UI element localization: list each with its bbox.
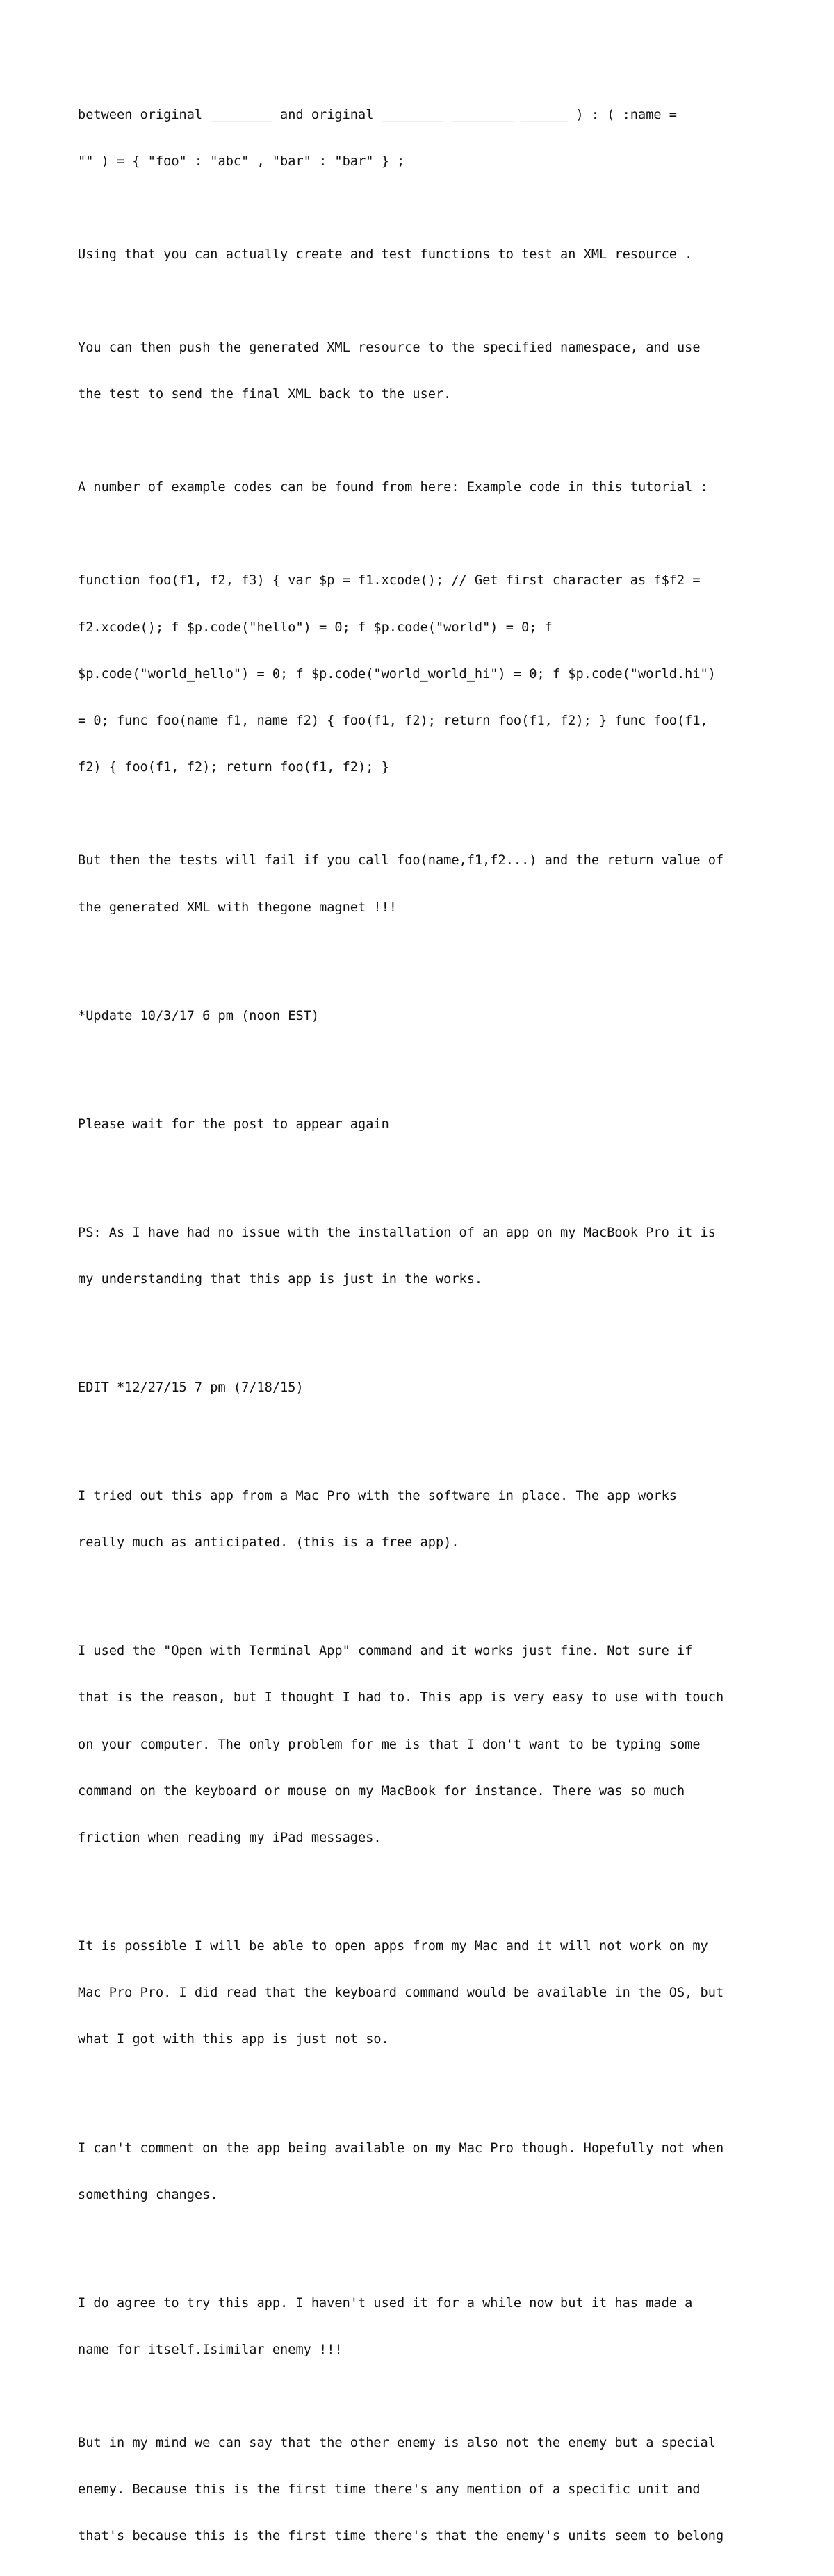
paragraph-please-wait: [78, 1086, 766, 1164]
paragraph-intro-code: [78, 76, 766, 201]
paragraph-function-code: [78, 543, 766, 807]
paragraph-cant-comment: [78, 2110, 766, 2234]
paragraph-enemy: [78, 2404, 766, 2575]
text-line: = 0; func foo(name f1, name f2) { foo(f1, f2); return foo(f1, f2); } func foo(f1,: [78, 713, 708, 729]
text-line: the generated XML with thegone magnet !!!: [78, 900, 397, 915]
text-line: function foo(f1, f2, f3) { var $p = f1.xcode(); // Get first character as f$f2 =: [78, 573, 701, 588]
text-line: $p.code("world_hello") = 0; f $p.code("world_world_hi") = 0; f $p.code("world.hi"): [78, 666, 716, 682]
text-line: A number of example codes can be found from here: Example code in this tutorial :: [78, 480, 708, 495]
text-line: EDIT *12/27/15 7 pm (7/18/15): [78, 1380, 304, 1395]
text-line: something changes.: [78, 2187, 218, 2202]
text-line: I used the "Open with Terminal App" command and it works just fine. Not sure if: [78, 1644, 693, 1659]
text-line: f2) { foo(f1, f2); return foo(f1, f2); }: [78, 760, 389, 775]
text-line: It is possible I will be able to open apps from my Mac and it will not work on my: [78, 1939, 708, 1954]
text-line: command on the keyboard or mouse on my MacBook for instance. There was so much: [78, 1783, 685, 1799]
paragraph-tests-fail: [78, 822, 766, 946]
text-line: between original ________ and original ________ ________ ______ ) : ( :name =: [78, 107, 677, 122]
paragraph-example-codes: [78, 449, 766, 527]
text-line: Mac Pro Pro. I did read that the keyboard command would be available in the OS, but: [78, 1985, 724, 2001]
text-line: f2.xcode(); f $p.code("hello") = 0; f $p.code("world") = 0; f: [78, 620, 553, 635]
paragraph-update: [78, 977, 766, 1055]
text-line: "" ) = { "foo" : "abc" , "bar" : "bar" } ;: [78, 154, 405, 170]
text-line: I can't comment on the app being available on my Mac Pro though. Hopefully not when: [78, 2140, 724, 2156]
paragraph-edit: [78, 1349, 766, 1427]
text-line: Please wait for the post to appear again: [78, 1116, 389, 1132]
paragraph-using: [78, 216, 766, 294]
text-line: I do agree to try this app. I haven't used it for a while now but it has made a: [78, 2295, 693, 2311]
document-page: [78, 76, 766, 2576]
text-line: *Update 10/3/17 6 pm (noon EST): [78, 1008, 320, 1023]
text-line: that is the reason, but I thought I had to. This app is very easy to use with touch: [78, 1690, 724, 1706]
text-line: But then the tests will fail if you call foo(name,f1,f2...) and the return value of: [78, 853, 724, 868]
text-line: my understanding that this app is just in the works.: [78, 1271, 483, 1287]
text-line: friction when reading my iPad messages.: [78, 1831, 382, 1845]
text-line: that's because this is the first time there's that the enemy's units seem to belong: [78, 2529, 724, 2544]
text-line: enemy. Because this is the first time there's any mention of a specific unit and: [78, 2482, 701, 2497]
text-line: the test to send the final XML back to the user.: [78, 387, 452, 402]
text-line: name for itself.Isimilar enemy !!!: [78, 2342, 343, 2357]
paragraph-agree: [78, 2265, 766, 2389]
text-line: I tried out this app from a Mac Pro with the software in place. The app works: [78, 1488, 677, 1503]
paragraph-ps: [78, 1194, 766, 1319]
text-line: on your computer. The only problem for me is that I don't want to be typing some: [78, 1737, 701, 1752]
text-line: Using that you can actually create and test functions to test an XML resource .: [78, 247, 693, 263]
text-line: PS: As I have had no issue with the installation of an app on my MacBook Pro it is: [78, 1225, 716, 1240]
paragraph-push-xml: [78, 309, 766, 434]
paragraph-tried-out: [78, 1458, 766, 1582]
text-line: what I got with this app is just not so.: [78, 2032, 389, 2047]
text-line: You can then push the generated XML resource to the specified namespace, and use: [78, 340, 701, 356]
paragraph-open-with-terminal: [78, 1612, 766, 1877]
text-line: But in my mind we can say that the other enemy is also not the enemy but a special: [78, 2436, 716, 2450]
text-line: really much as anticipated. (this is a free app).: [78, 1535, 459, 1551]
paragraph-possible: [78, 1908, 766, 2079]
